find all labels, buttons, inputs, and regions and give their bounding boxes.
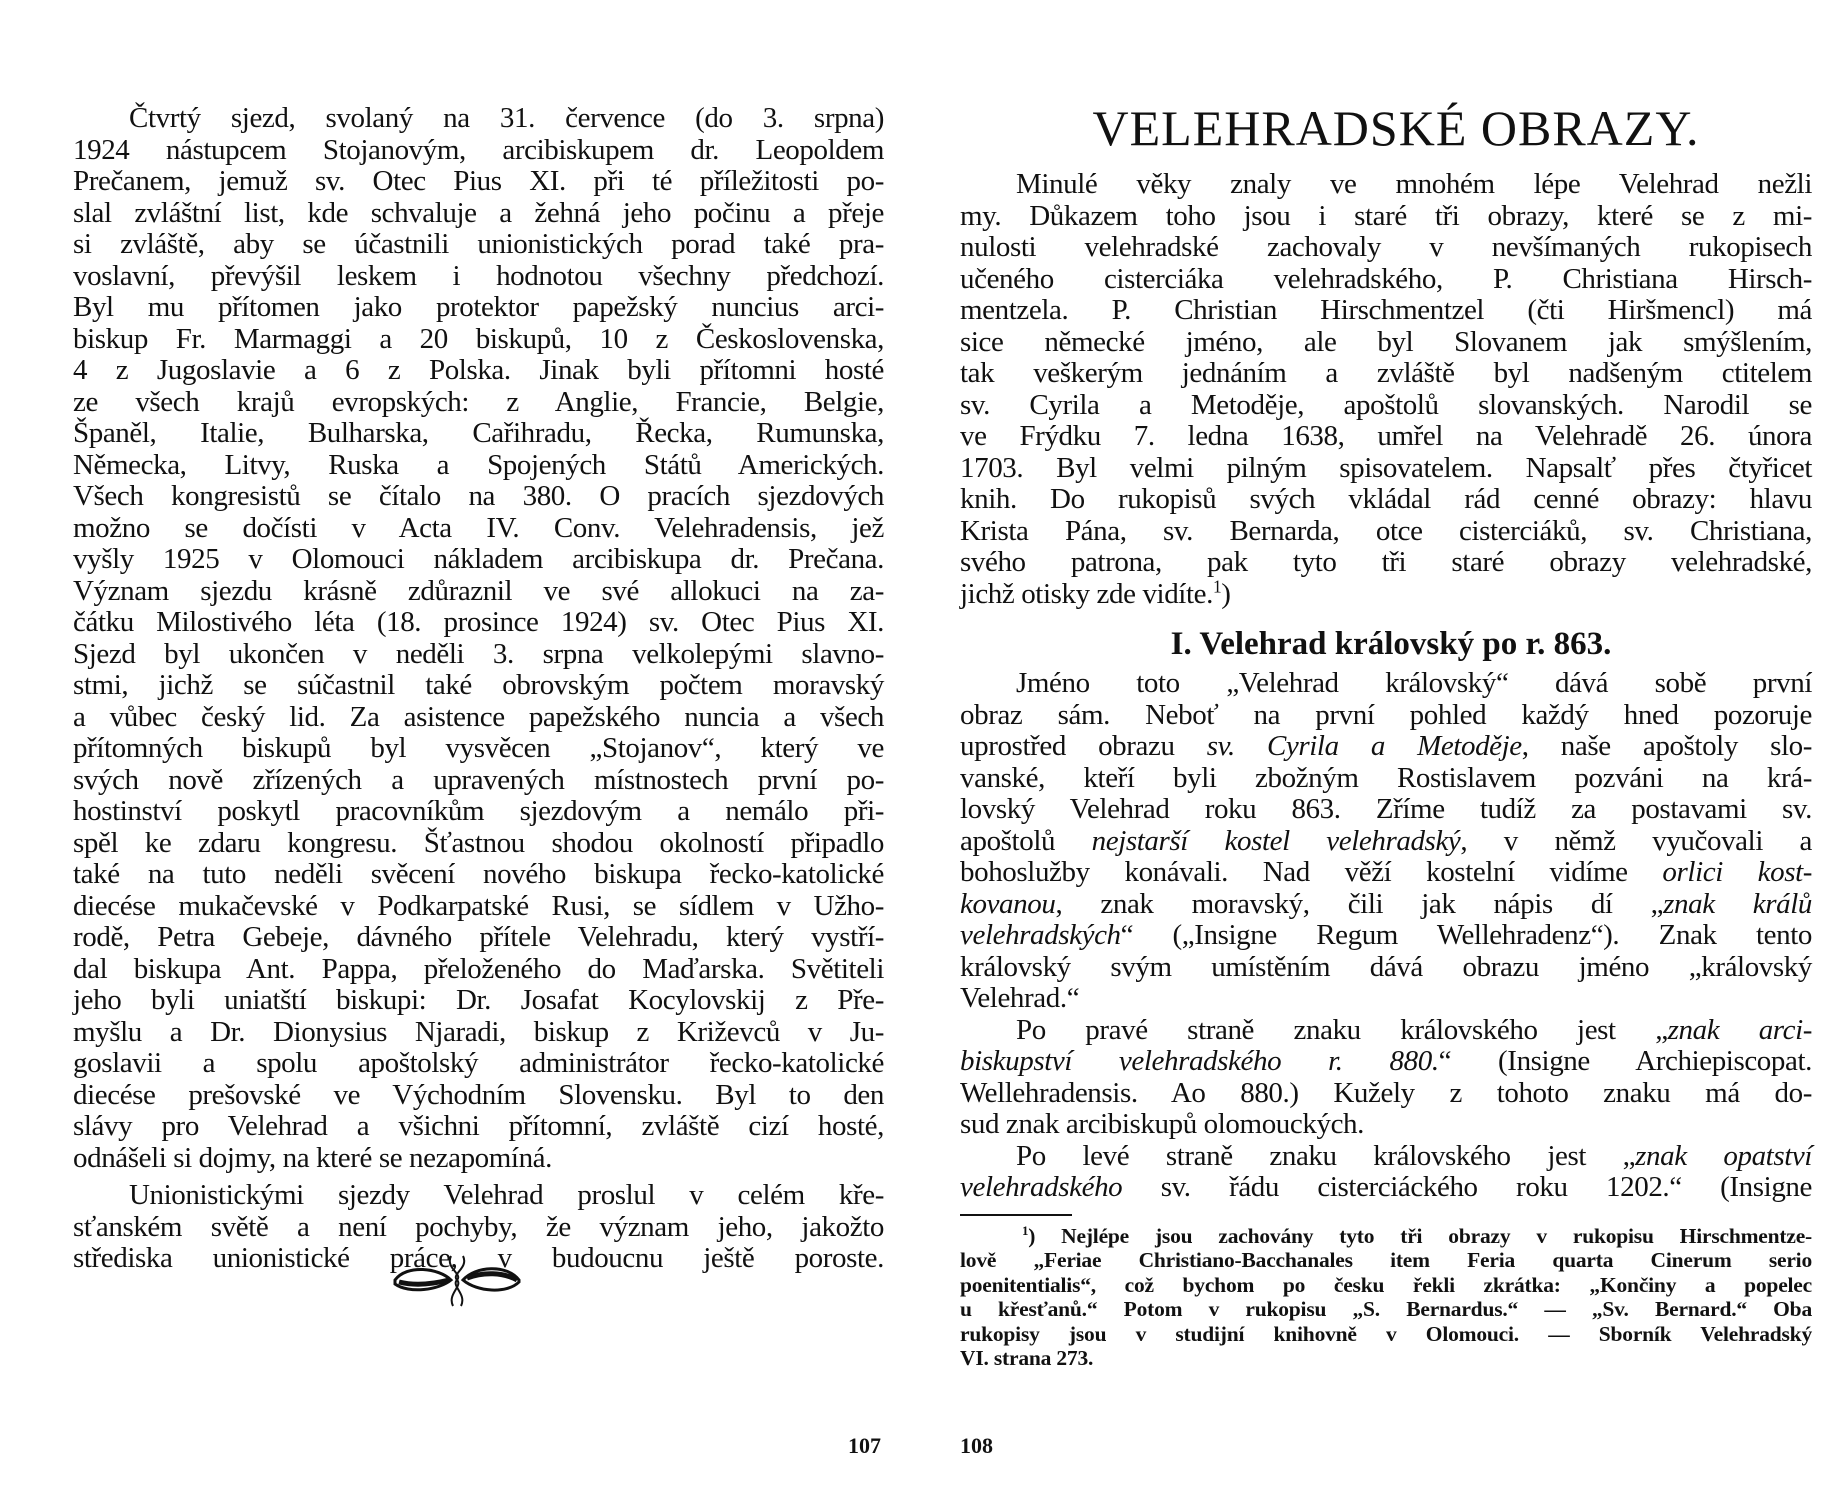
paragraph-royal-velehrad: [960, 668, 1812, 1015]
text-line: Minulé věky znaly ve mnohém lépe Velehrad nežli: [1016, 168, 1812, 200]
text-line: sice německé jméno, ale byl Slovanem jak smýšlením,: [960, 325, 1812, 358]
text-line: možno se dočísti v Acta IV. Conv. Velehradensis, jež: [73, 511, 884, 544]
section-heading: I. Velehrad královský po r. 863.: [1170, 626, 1612, 662]
footnote-mark: 1: [1022, 1223, 1029, 1238]
text-line: Jméno toto „Velehrad královský“ dává sobě první: [1016, 667, 1812, 699]
text-line: Po pravé straně znaku královského jest „znak arci-: [1016, 1013, 1813, 1046]
text-line: Německa, Litvy, Ruska a Spojených Států Amerických.: [73, 448, 884, 481]
text-line: sťanském světě a není pochyby, že význam jeho, jakožto: [73, 1210, 884, 1243]
text-line: hostinství poskytl pracovníkům sjezdovým a nemálo při-: [73, 795, 884, 827]
emphasis: sv. Cyrila a Metoděje: [1206, 730, 1522, 762]
text-line: velehradského sv. řádu cisterciáckého roku 1202.“ (Insigne: [960, 1171, 1812, 1203]
text-line: Všech kongresistů se čítalo na 380. O pracích sjezdových: [73, 480, 884, 512]
text-line: Krista Pána, sv. Bernarda, otce cisterciáků, sv. Christiana,: [960, 514, 1812, 547]
text-line: dal biskupa Ant. Pappa, přeloženého do Maďarska. Světiteli: [73, 952, 884, 985]
text-line: biskupství velehradského r. 880.“ (Insigne Archiepiscopat.: [960, 1045, 1812, 1077]
paragraph-intro: [960, 169, 1812, 610]
emphasis: velehradského: [960, 1171, 1123, 1203]
paragraph-abbey-arms: [960, 1141, 1812, 1204]
text-line: učeného cisterciáka velehradského, P. Christiana Hirsch-: [960, 262, 1812, 295]
text-line: ze všech krajů evropských: z Anglie, Francie, Belgie,: [73, 385, 884, 418]
text-line: střediska unionistické práce, v budoucnu ještě poroste.: [73, 1242, 884, 1274]
text-line: Prečanem, jemuž sv. Otec Pius XI. při té příležitosti po-: [73, 165, 884, 197]
text-line: svého patrona, pak tyto tři staré obrazy velehradské,: [960, 546, 1812, 578]
text-line: tak veškerým jednáním a zvláště byl nadšeným ctitelem: [960, 357, 1812, 389]
text-line: 1924 nástupcem Stojanovým, arcibiskupem dr. Leopoldem: [73, 133, 884, 166]
text-line: obraz sám. Neboť na první pohled každý hned pozoruje: [960, 698, 1812, 731]
text-line: [960, 575, 1812, 611]
text-line: Význam sjezdu krásně zdůraznil ve své allokuci na za-: [73, 574, 884, 607]
text-line: jeho byli uniatští biskupi: Dr. Josafat Kocylovskij z Pře-: [73, 984, 884, 1016]
text-line: Wellehradensis. Ao 880.) Kužely z tohoto znaku má do-: [960, 1076, 1812, 1109]
text-line: 4 z Jugoslavie a 6 z Polska. Jinak byli přítomni hosté: [73, 354, 884, 386]
text-line: apoštolů nejstarší kostel velehradský, v němž vyučovali a: [960, 824, 1813, 857]
footnote-line: lově „Feriae Christiano-Bacchanales item Feria quarta Cinerum serio: [960, 1248, 1812, 1272]
page-number: 108: [960, 1433, 993, 1458]
text-line: mentzela. P. Christian Hirschmentzel (čti Hiršmencl) má: [960, 294, 1812, 326]
footnote-reference[interactable]: 1: [1212, 575, 1222, 596]
footnote-divider: [960, 1214, 1072, 1216]
text-line: Španěl, Italie, Bulharska, Cařihradu, Řecka, Rumunska,: [73, 417, 884, 449]
text-line: goslavii a spolu apoštolský administrátor řecko-katolické: [73, 1047, 884, 1079]
text-line: 1703. Byl velmi pilným spisovatelem. Napsalť přes čtyřicet: [960, 451, 1812, 484]
chapter-title: VELEHRADSKÉ OBRAZY.: [1092, 100, 1700, 156]
emphasis: znak králů: [1663, 887, 1812, 920]
right-page-body: [960, 100, 1813, 1371]
emphasis: velehradských: [960, 919, 1121, 951]
text-line: biskup Fr. Marmaggi a 20 biskupů, 10 z Československa,: [73, 322, 884, 355]
text-line: Po levé straně znaku královského jest „znak opatství: [1016, 1139, 1812, 1172]
text-line: Velehrad.“: [960, 982, 1080, 1014]
text-line: Sjezd byl ukončen v neděli 3. srpna velkolepými slavno-: [73, 637, 884, 670]
text-line: nulosti velehradské zachovaly v nevšímaných rukopisech: [960, 231, 1812, 263]
footnote-line: rukopisy jsou v studijní knihovně v Olomouci. — Sborník Velehradský: [960, 1321, 1812, 1346]
text-line: voslavní, převýšil leskem i hodnotou všechny předchozí.: [73, 259, 884, 292]
text-line: kovanou, znak moravský, čili jak nápis dí „znak králů: [960, 887, 1812, 920]
text-line: myšlu a Dr. Dionysius Njaradi, biskup z Križevců v Ju-: [73, 1015, 884, 1048]
text-line: slal zvláštní list, kde schvaluje a žehná jeho počinu a přeje: [73, 196, 884, 229]
text-line: bohoslužby konávali. Nad věží kostelní vidíme orlici kost-: [960, 856, 1812, 888]
text-line: diecése prešovské ve Východním Slovensku. Byl to den: [73, 1078, 884, 1111]
text-line: vyšly 1925 v Olomouci nákladem arcibiskupa dr. Prečana.: [73, 543, 884, 575]
text-line: knih. Do rukopisů svých vkládal rád cenné obrazy: hlavu: [960, 483, 1812, 515]
text-line: spěl ke zdaru kongresu. Šťastnou shodou okolností připadlo: [73, 826, 884, 859]
text-line: ve Frýdku 7. ledna 1638, umřel na Velehradě 26. února: [960, 420, 1812, 452]
text-line: si zvláště, aby se účastnili unionistických porad také pra-: [73, 228, 884, 260]
emphasis: kovanou: [960, 887, 1056, 920]
text-line: Čtvrtý sjezd, svolaný na 31. července (do 3. srpna): [129, 102, 884, 134]
emphasis: znak opatství: [1635, 1139, 1812, 1172]
emphasis: biskupství velehradského r. 880.: [960, 1045, 1439, 1077]
text-line: sv. Cyrila a Metoděje, apoštolů slovanských. Narodil se: [960, 388, 1812, 421]
text-fragment: jichž otisky zde vidíte.: [960, 577, 1213, 610]
footnote-line: poenitentialis“, což bychom po česku řekli zkrátka: „Končiny a popelec: [960, 1272, 1812, 1297]
text-line: my. Důkazem toho jsou i staré tři obrazy, které se z mi-: [960, 199, 1812, 232]
text-line: a vůbec český lid. Za asistence papežského nuncia a všech: [73, 700, 884, 733]
text-line: diecése mukačevské v Podkarpatské Rusi, se sídlem v Užho-: [73, 889, 884, 922]
text-line: rodě, Petra Gebeje, dávného přítele Velehradu, který vystří-: [73, 921, 884, 953]
text-line: uprostřed obrazu sv. Cyrila a Metoděje, naše apoštoly slo-: [960, 730, 1812, 762]
text-line: čátku Milostivého léta (18. prosince 1924) sv. Otec Pius XI.: [73, 606, 884, 638]
text-line: stmi, jichž se súčastnil také obrovským počtem moravský: [73, 669, 884, 701]
text-line: také na tuto neděli svěcení nového biskupa řecko-katolické: [73, 858, 884, 890]
text-line: královský svým umístěním dává obrazu jméno „královský: [960, 950, 1812, 983]
footnote: [960, 1224, 1812, 1371]
right-page: [919, 0, 1838, 1500]
paragraph-fourth-congress: [73, 103, 884, 1174]
text-line: Unionistickými sjezdy Velehrad proslul v celém kře-: [129, 1179, 884, 1211]
left-page-body: [73, 103, 884, 1275]
page-number: 107: [848, 1433, 881, 1458]
text-line: přítomných biskupů byl vysvěcen „Stojanov“, který ve: [73, 732, 884, 764]
emphasis: nejstarší kostel velehradský: [1091, 824, 1461, 857]
text-line: sud znak arcibiskupů olomouckých.: [960, 1108, 1364, 1140]
text-fragment: ): [1221, 577, 1231, 610]
footnote-line: u křesťanů.“ Potom v rukopisu „S. Bernardus.“ — „Sv. Bernard.“ Oba: [960, 1297, 1812, 1321]
text-line: odnášeli si dojmy, na které se nezapomíná.: [73, 1141, 553, 1174]
fleuron-ornament-icon: [387, 1250, 527, 1310]
emphasis: orlici kost-: [1662, 856, 1812, 888]
text-line: lovský Velehrad roku 863. Zříme tudíž za postavami sv.: [960, 793, 1812, 825]
text-line: vanské, kteří byli zbožným Rostislavem pozváni na krá-: [960, 761, 1812, 794]
text-line: svých nově zřízených a upravených místnostech první po-: [73, 763, 884, 796]
emphasis: znak arci-: [1667, 1013, 1813, 1046]
text-line: velehradských“ („Insigne Regum Wellehradenz“). Znak tento: [960, 919, 1812, 951]
footnote-line: $^1$) Nejlépe jsou zachovány tyto tři obrazy v rukopisu Hirschmentze-: [1022, 1223, 1812, 1248]
text-line: Byl mu přítomen jako protektor papežský nuncius arci-: [73, 291, 884, 323]
paragraph-archbishopric-arms: [960, 1015, 1812, 1141]
text-line: slávy pro Velehrad a všichni přítomní, zvláště cizí hosté,: [73, 1110, 884, 1142]
footnote-line: VI. strana 273.: [960, 1346, 1094, 1370]
